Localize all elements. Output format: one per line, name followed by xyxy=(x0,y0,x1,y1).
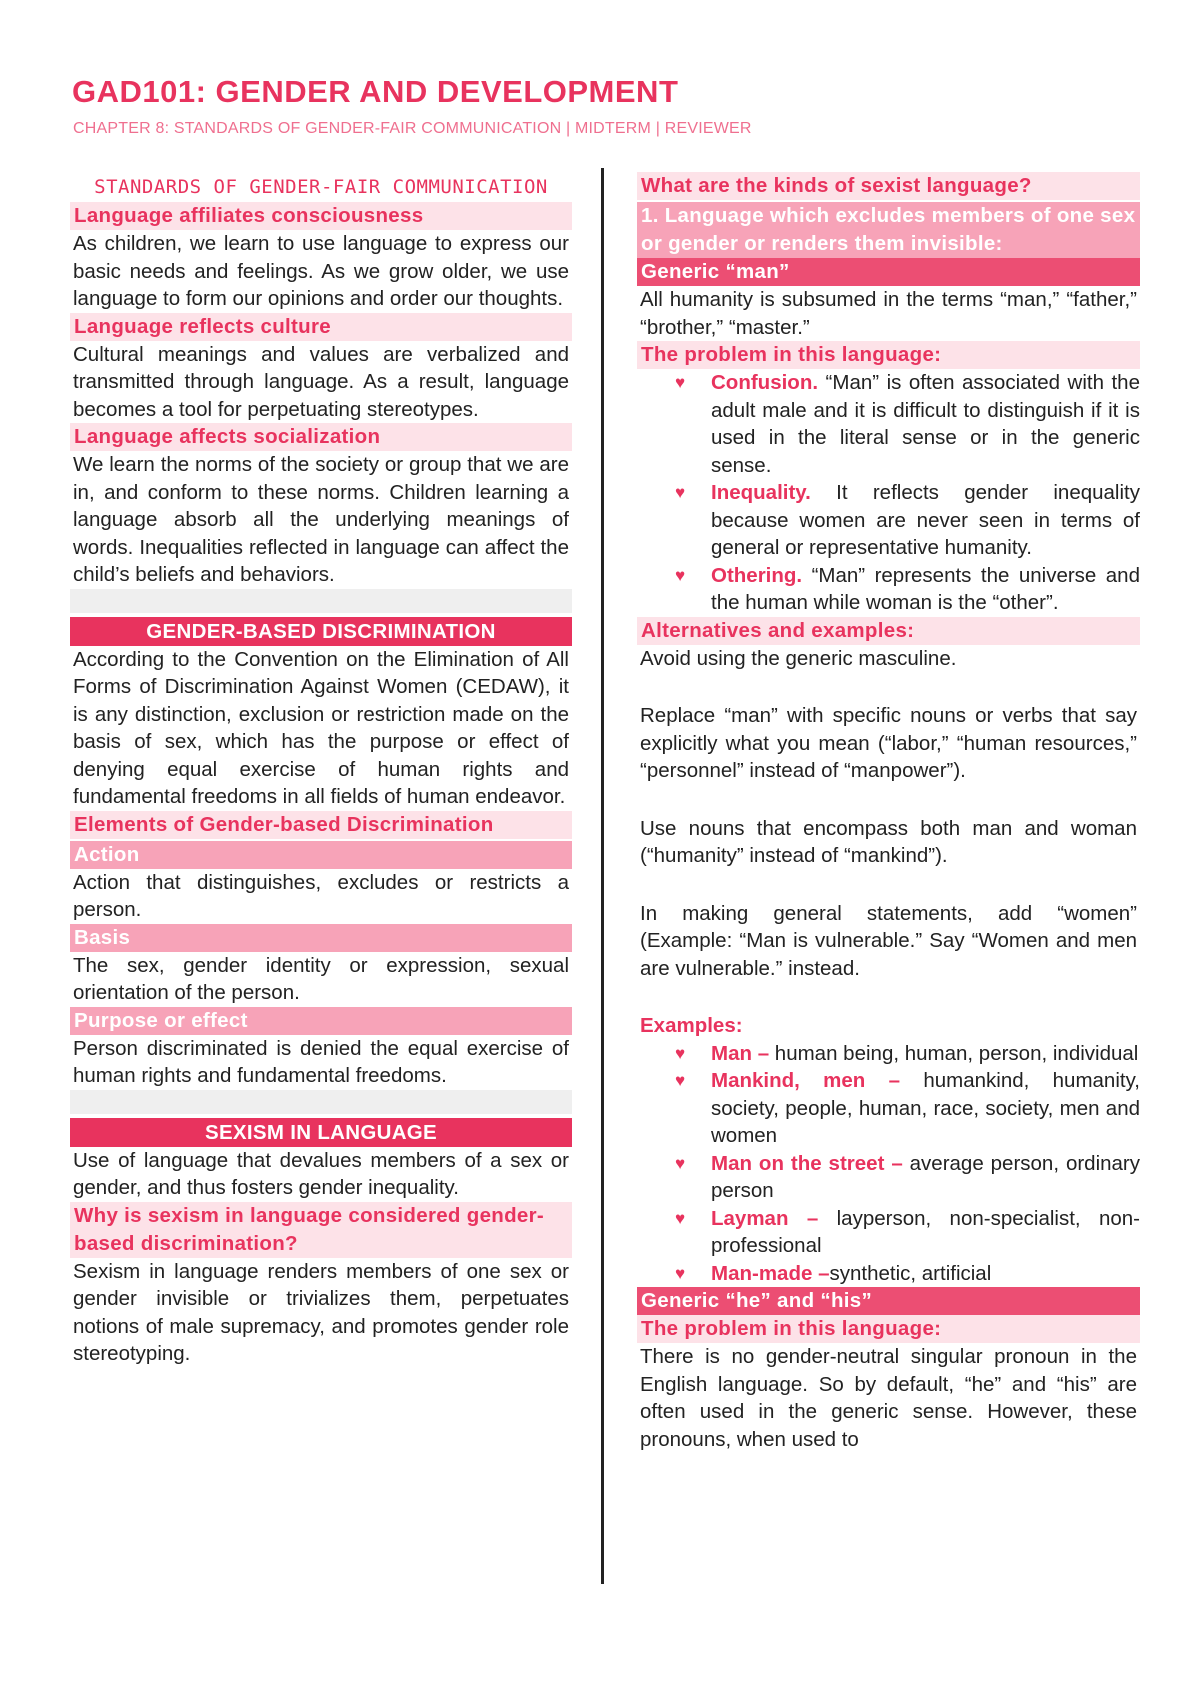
heading-why-sexism: Why is sexism in language considered gender-based discrimination? xyxy=(70,1202,572,1258)
heart-bullet-icon: ♥ xyxy=(675,373,686,392)
paragraph-alt-3: Use nouns that encompass both man and woman (“humanity” instead of “mankind”). xyxy=(640,816,1137,867)
heading-sexism-in-language: SEXISM IN LANGUAGE xyxy=(70,1118,572,1147)
heart-bullet-icon: ♥ xyxy=(675,565,686,585)
paragraph-basis: The sex, gender identity or expression, sexual orientation of the person. xyxy=(73,953,569,1004)
list-item: ♥ Man – human being, human, person, individual xyxy=(711,1040,1140,1068)
paragraph-purpose: Person discriminated is denied the equal exercise of human rights and fundamental freedoms. xyxy=(73,1036,569,1087)
spacer xyxy=(70,589,572,613)
paragraph-action: Action that distinguishes, excludes or restricts a person. xyxy=(73,870,569,921)
heading-kind-1: 1. Language which excludes members of one sex or gender or renders them invisible: xyxy=(637,202,1140,258)
list-item: ♥ Inequality. It reflects gender inequality because women are never seen in terms of general or representative humanity. xyxy=(675,481,1140,559)
heading-consciousness: Language affiliates consciousness xyxy=(70,202,572,230)
heading-generic-he: Generic “he” and “his” xyxy=(637,1287,1140,1315)
paragraph-generic-man: All humanity is subsumed in the terms “man,” “father,” “brother,” “master.” xyxy=(640,288,1137,339)
heading-action: Action xyxy=(70,841,572,869)
paragraph-gbd: According to the Convention on the Elimination of All Forms of Discrimination Against Women (CEDAW), it is any distinction, exclusion or restriction made on the basis of sex, which has the purpose or effect of denying equal exercise of human rights and fundamental freedoms in all fields of human endeavor. xyxy=(73,647,569,808)
list-item: ♥ Othering. “Man” represents the universe and the human while woman is the “other”. xyxy=(675,563,1140,614)
list-item: ♥ Mankind, men – humankind, humanity, society, people, human, race, society, men and women xyxy=(675,1069,1141,1147)
examples-list xyxy=(637,1040,1140,1288)
paragraph-consciousness: As children, we learn to use language to express our basic needs and feelings. As we grow older, we use language to form our opinions and order our thoughts. xyxy=(73,232,569,310)
page-title: GAD101: GENDER AND DEVELOPMENT xyxy=(72,74,679,109)
heading-elements: Elements of Gender-based Discrimination xyxy=(70,811,572,839)
heart-bullet-icon: ♥ xyxy=(675,1153,686,1173)
heading-alternatives: Alternatives and examples: xyxy=(637,617,1140,645)
section-title: STANDARDS OF GENDER-FAIR COMMUNICATION xyxy=(94,176,548,198)
paragraph-why-sexism: Sexism in language renders members of one sex or gender invisible or trivializes them, perpetuates notions of male supremacy, and promotes gender role stereotyping. xyxy=(73,1259,569,1365)
paragraph-alt-1: Avoid using the generic masculine. xyxy=(640,646,957,670)
heading-problem: The problem in this language: xyxy=(637,341,1140,369)
list-item: ♥ Man-made –synthetic, artificial xyxy=(711,1260,1140,1288)
heading-socialization: Language affects socialization xyxy=(70,423,572,451)
heading-basis: Basis xyxy=(70,924,572,952)
list-item: ♥ Layman – layperson, non-specialist, non-professional xyxy=(675,1206,1140,1257)
heart-bullet-icon: ♥ xyxy=(675,483,686,502)
list-item: ♥ Man on the street – average person, ordinary person xyxy=(675,1151,1141,1202)
paragraph-socialization: We learn the norms of the society or group that we are in, and conform to these norms. Children learning a language absorb all the underlying meanings of words. Inequalities reflected in language can affect the child’s beliefs and behaviors. xyxy=(73,453,569,586)
list-item: ♥ Confusion. “Man” is often associated with the adult male and it is difficult to distinguish if it is used in the literal sense or in the generic sense. xyxy=(675,371,1140,477)
paragraph-sexism: Use of language that devalues members of a sex or gender, and thus fosters gender inequality. xyxy=(73,1148,569,1199)
heart-bullet-icon: ♥ xyxy=(675,1071,686,1090)
examples-label: Examples: xyxy=(640,1014,743,1037)
problem-list xyxy=(637,369,1140,617)
paragraph-generic-he: There is no gender-neutral singular pronoun in the English language. So by default, “he” and “his” are often used in the generic sense. However, these pronouns, when used to xyxy=(640,1345,1137,1451)
heart-bullet-icon: ♥ xyxy=(675,1043,686,1063)
heading-generic-man: Generic “man” xyxy=(637,258,1140,286)
heart-bullet-icon: ♥ xyxy=(675,1263,686,1283)
heading-gender-based-discrimination: GENDER-BASED DISCRIMINATION xyxy=(70,617,572,646)
paragraph-alt-4: In making general statements, add “women” (Example: “Man is vulnerable.” Say “Women and men are vulnerable.” instead. xyxy=(640,901,1137,980)
paragraph-culture: Cultural meanings and values are verbalized and transmitted through language. As a result, language becomes a tool for perpetuating stereotypes. xyxy=(73,342,569,421)
column-divider xyxy=(601,168,604,1584)
left-column xyxy=(70,172,572,1368)
paragraph-alt-2: Replace “man” with specific nouns or verbs that say explicitly what you mean (“labor,” “human resources,” “personnel” instead of “manpower”). xyxy=(640,704,1137,782)
heart-bullet-icon: ♥ xyxy=(675,1208,686,1228)
heading-purpose: Purpose or effect xyxy=(70,1007,572,1035)
spacer xyxy=(70,1090,572,1114)
page-subtitle: CHAPTER 8: STANDARDS OF GENDER-FAIR COMMUNICATION | MIDTERM | REVIEWER xyxy=(73,120,752,137)
heading-kinds: What are the kinds of sexist language? xyxy=(637,172,1140,200)
right-column xyxy=(637,172,1140,1453)
heading-culture: Language reflects culture xyxy=(70,313,572,341)
heading-problem-2: The problem in this language: xyxy=(637,1315,1140,1343)
